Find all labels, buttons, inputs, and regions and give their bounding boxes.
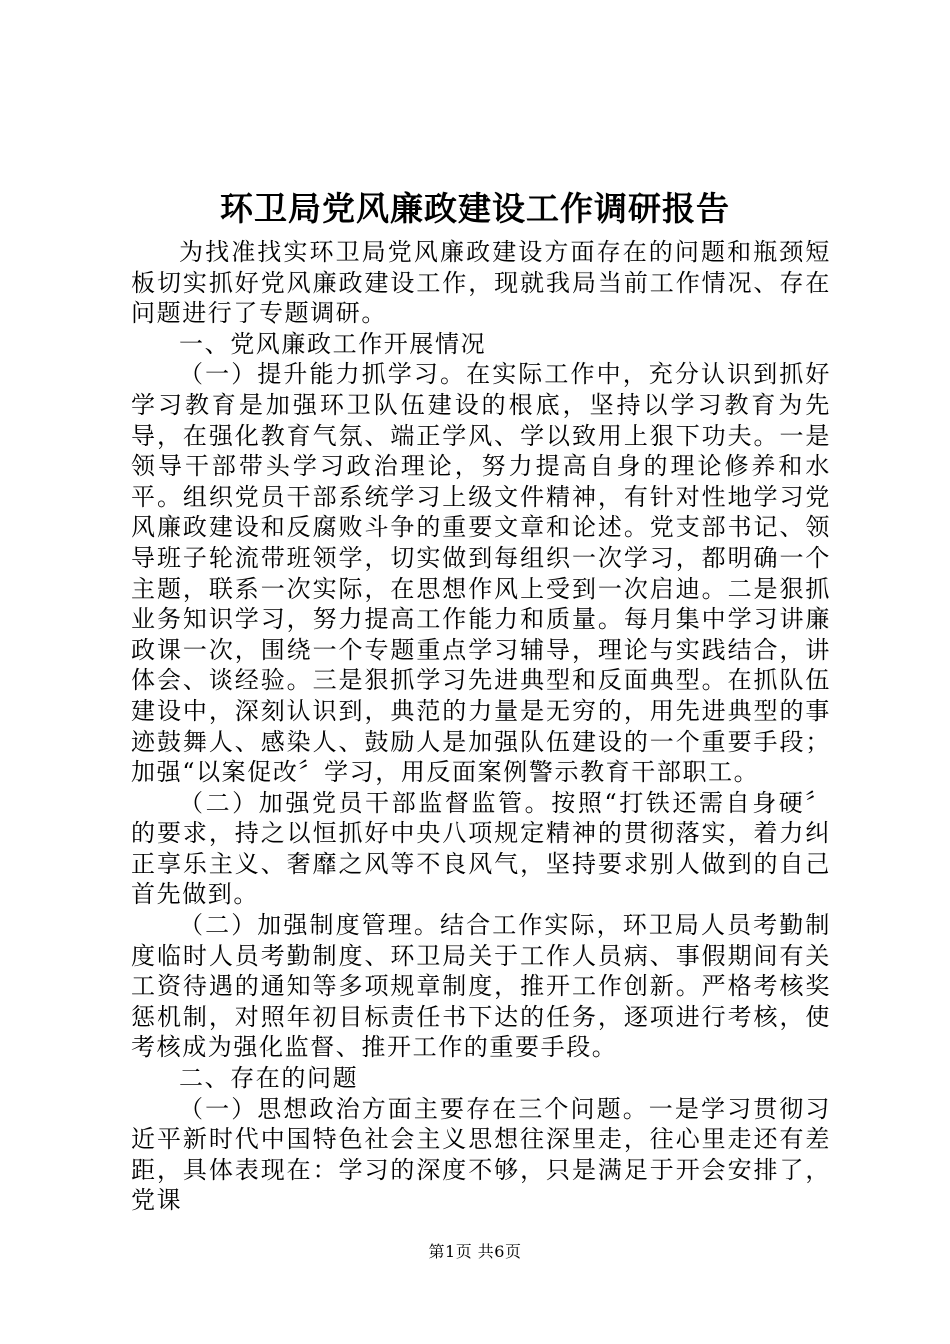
document-body [131, 237, 831, 1216]
body-paragraph: （一）提升能力抓学习。在实际工作中，充分认识到抓好学习教育是加强环卫队伍建设的根底，坚持以学习教育为先导，在强化教育气氛、端正学风、学以致用上狠下功夫。一是领导干部带头学习政治理论，努力提高自身的理论修养和水平。组织党员干部系统学习上级文件精神，有针对性地学习党风廉政建设和反腐败斗争的重要文章和论述。党支部书记、领导班子轮流带班领学，切实做到每组织一次学习，都明确一个主题，联系一次实际，在思想作风上受到一次启迪。二是狠抓业务知识学习，努力提高工作能力和质量。每月集中学习讲廉政课一次，围绕一个专题重点学习辅导，理论与实践结合，讲体会、谈经验。三是狠抓学习先进典型和反面典型。在抓队伍建设中，深刻认识到，典范的力量是无穷的，用先进典型的事迹鼓舞人、感染人、鼓励人是加强队伍建设的一个重要手段；加强“以案促改〞学习，用反面案例警示教育干部职工。 [131, 360, 831, 787]
intro-paragraph: 为找准找实环卫局党风廉政建设方面存在的问题和瓶颈短板切实抓好党风廉政建设工作，现就我局当前工作情况、存在问题进行了专题调研。 [131, 238, 831, 328]
body-paragraph: （二）加强党员干部监督监管。按照“打铁还需自身硬〞的要求，持之以恒抓好中央八项规定精神的贯彻落实，着力纠正享乐主义、奢靡之风等不良风气，坚持要求别人做到的自己首先做到。 [131, 788, 831, 909]
body-paragraph: （二）加强制度管理。结合工作实际，环卫局人员考勤制度临时人员考勤制度、环卫局关于工作人员病、事假期间有关工资待遇的通知等多项规章制度，推开工作创新。严格考核奖惩机制，对照年初目标责任书下达的任务，逐项进行考核，使考核成为强化监督、推开工作的重要手段。 [131, 911, 831, 1062]
section-heading-1: 一、党风廉政工作开展情况 [179, 329, 487, 358]
body-paragraph: （一）思想政治方面主要存在三个问题。一是学习贯彻习近平新时代中国特色社会主义思想往深里走，往心里走还有差距，具体表现在：学习的深度不够，只是满足于开会安排了，党课 [131, 1094, 831, 1215]
document-title: 环卫局党风廉政建设工作调研报告 [220, 189, 730, 228]
section-heading-2: 二、存在的问题 [179, 1064, 359, 1093]
page-number: 第1页 共6页 [428, 1242, 522, 1261]
